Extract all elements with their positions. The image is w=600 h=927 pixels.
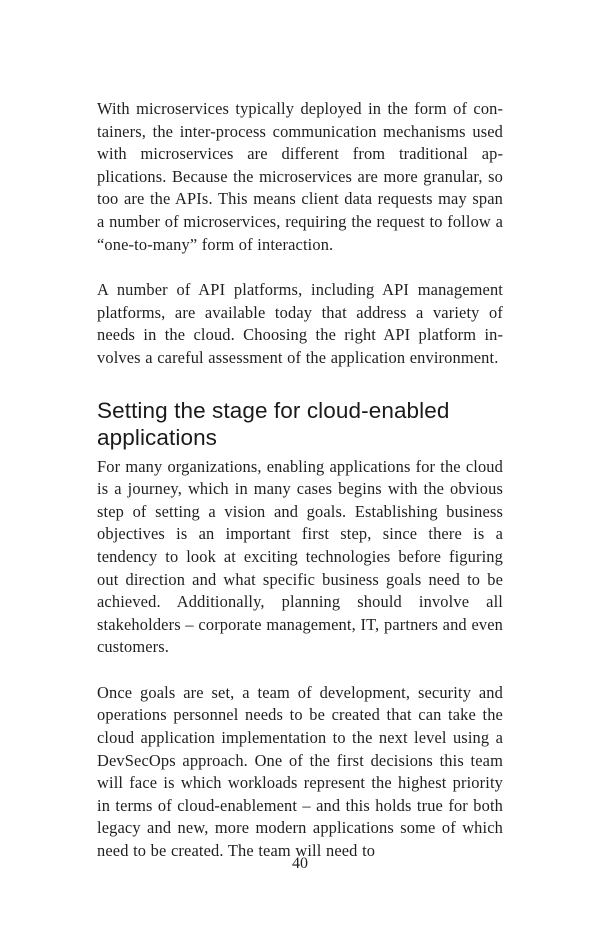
paragraph-microservices-ipc: With microservices typically deployed in the form of containers, the inter-process communication mechanisms used with microservices are different from traditional applications. Because the microservices are more granular, so too are the APIs. This means client data requests may span a number of microservices, requiring the request to follow a “one-to-many” form of interaction. [97, 99, 503, 254]
page-body [97, 98, 503, 863]
paragraph-devsecops-team: Once goals are set, a team of development, security and operations personnel needs to be created that can take the cloud application implementation to the next level using a DevSecOps approach. One of the first decisions this team will face is which workloads represent the highest priority in terms of cloud-enablement – and this holds true for both legacy and new, more modern applications some of which need to be created. The team will need to [97, 682, 503, 861]
paragraph-api-platforms: A number of API platforms, including API management platforms, are available today that address a variety of needs in the cloud. Choosing the right API platform involves a careful assessment of the application environment. [97, 280, 503, 367]
paragraph-cloud-journey: For many organizations, enabling applications for the cloud is a journey, which in many cases begins with the obvious step of setting a vision and goals. Establishing business objectives is an important first step, since there is a tendency to look at exciting technologies before figuring out direction and what specific business goals need to be achieved. Additionally, planning should involve all stakeholders – corporate management, IT, partners and even customers. [97, 456, 503, 657]
section-heading: Setting the stage for cloud-enabled applications [97, 397, 450, 451]
page-number: 40 [292, 855, 308, 872]
